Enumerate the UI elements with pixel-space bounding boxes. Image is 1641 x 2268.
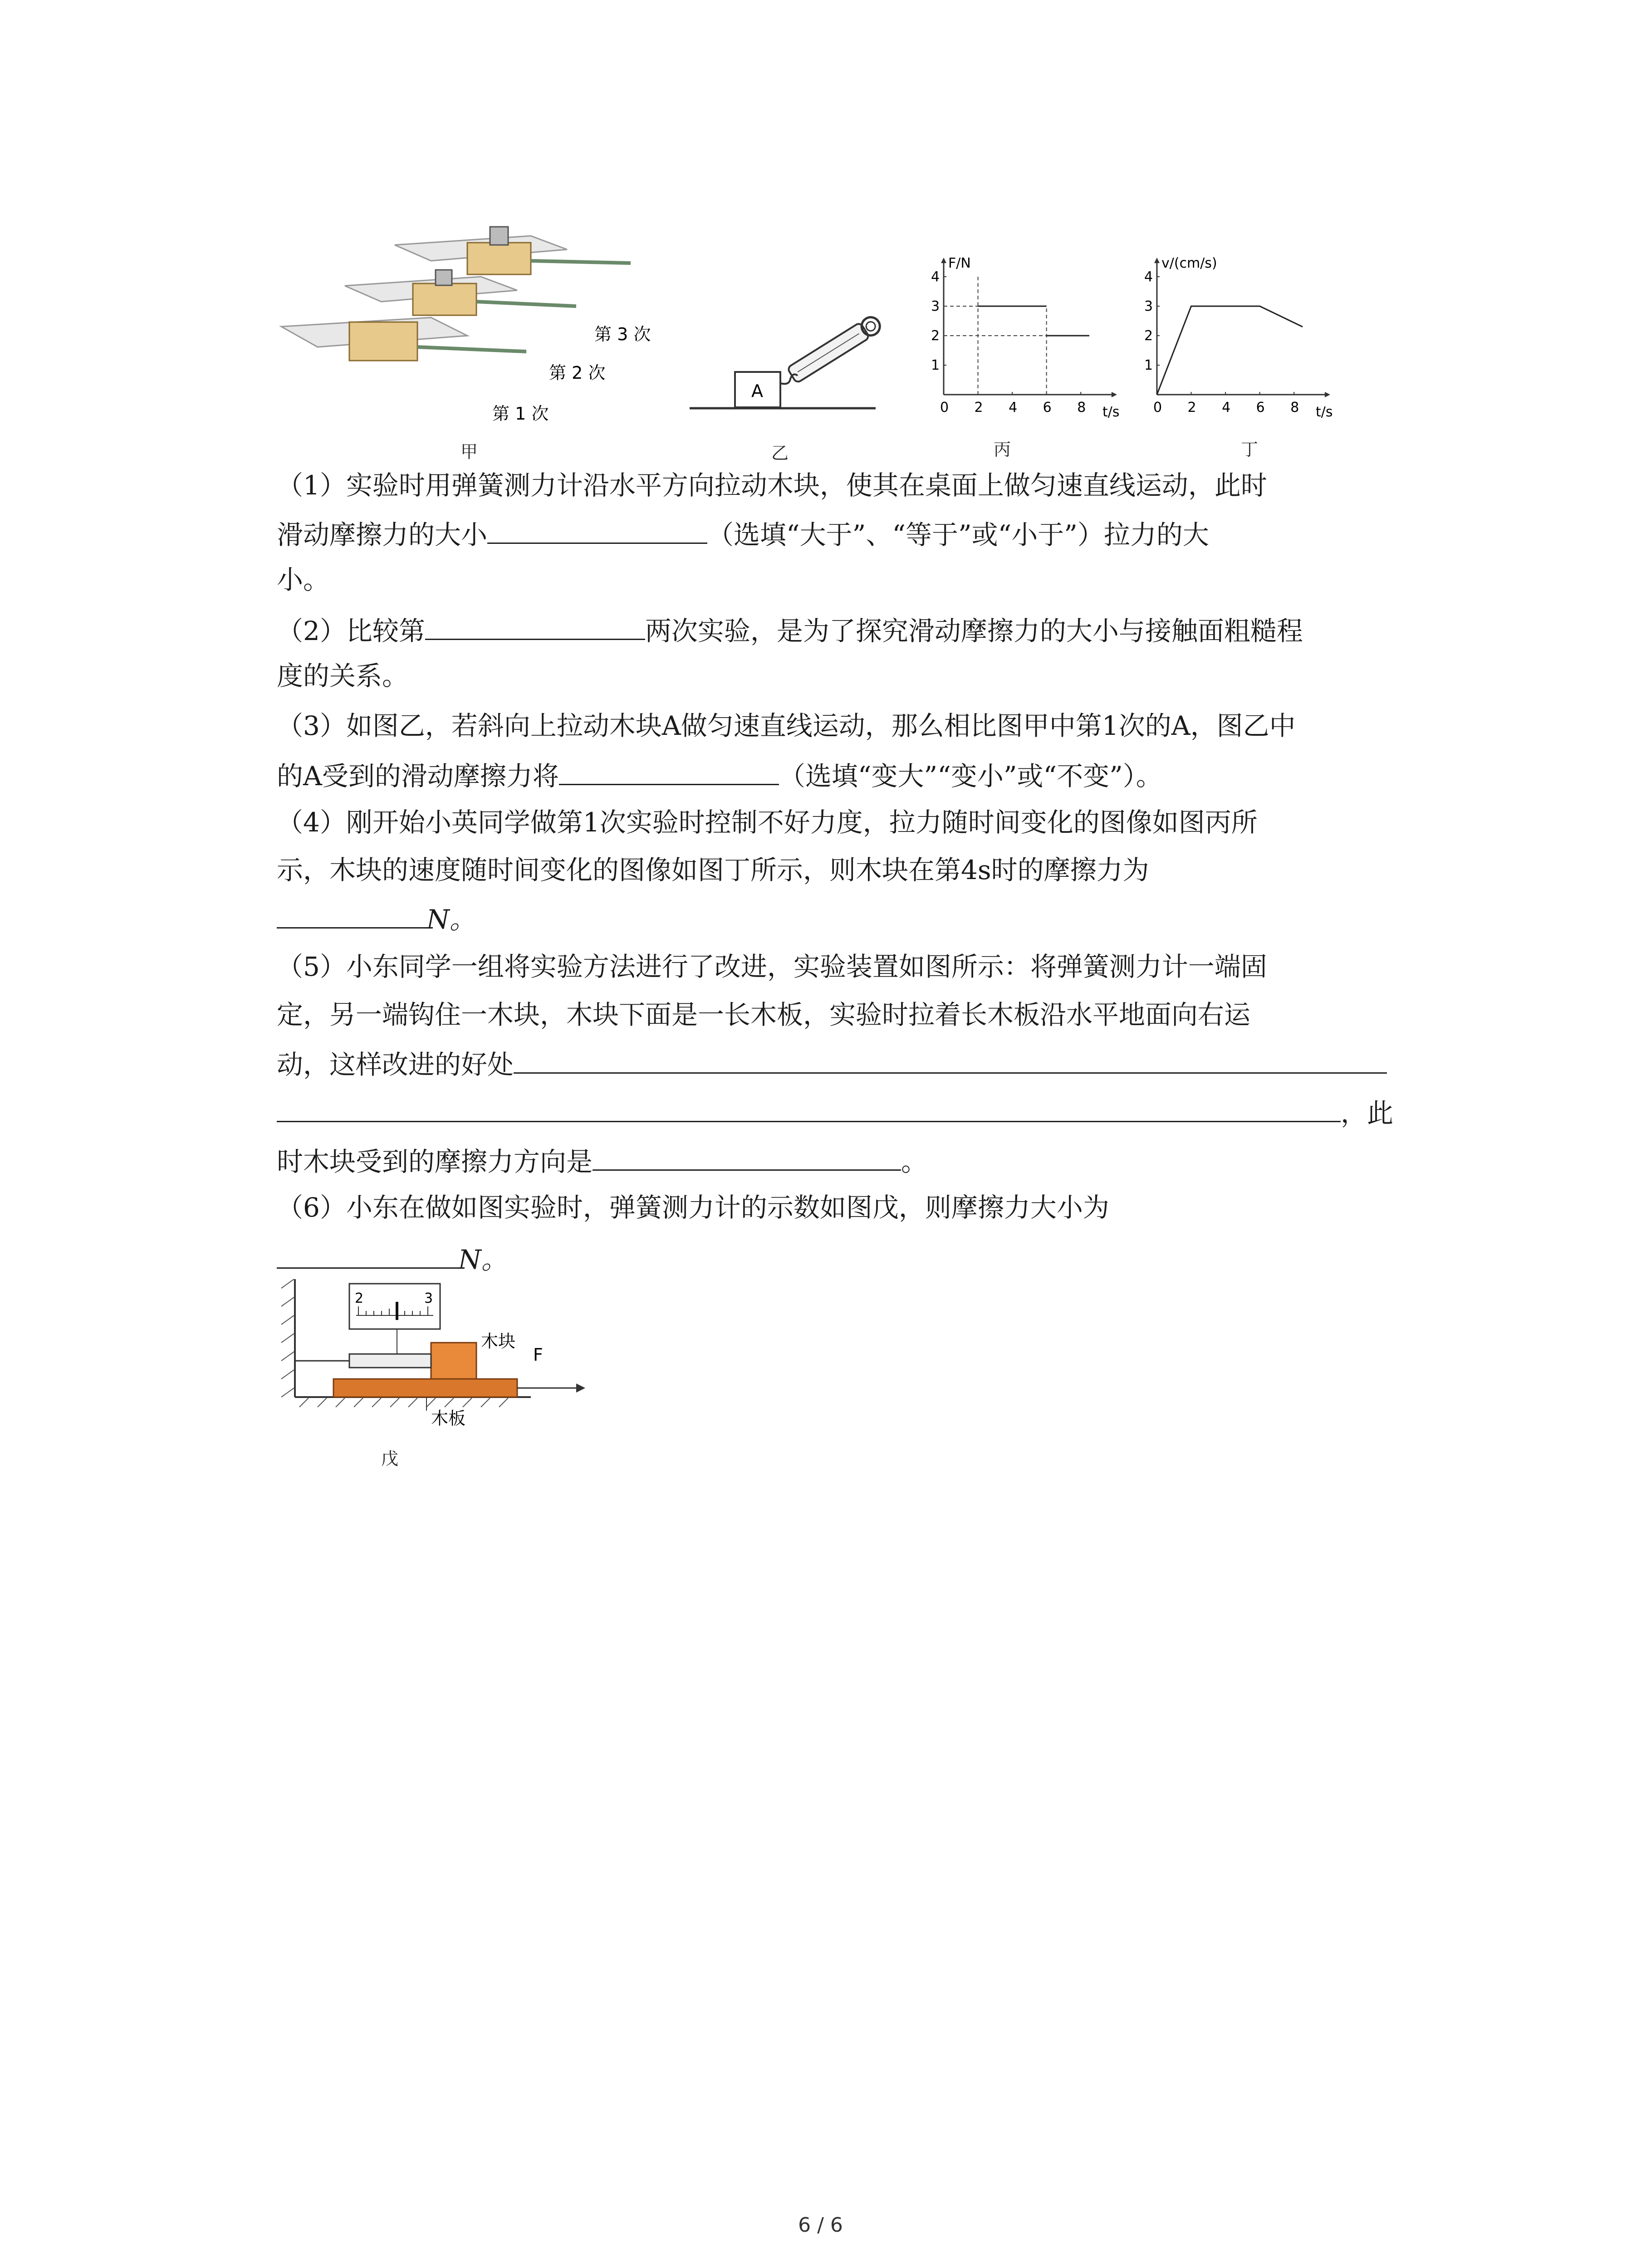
q1-line-3: 小。 [277,564,330,595]
ding-x-tick-label: 4 [1222,400,1231,415]
ding-series-line [1157,306,1303,395]
q6-line-2 [277,1242,508,1276]
q2-line-1 [277,613,1303,647]
q2-answer-blank[interactable] [425,613,645,640]
bing-y-axis-label: F/N [948,255,971,271]
q5-text-a: 动，这样改进的好处 [277,1049,514,1080]
q2-line-2: 度的关系。 [277,660,409,691]
spring-scale-body [349,1354,431,1368]
q5-text-d: 。 [901,1146,928,1177]
label-trial-2: 第 2 次 [549,363,606,383]
spring-scale [787,314,883,383]
ding-x-tick-label: 0 [1153,400,1162,415]
figure-jia-caption: 甲 [460,442,478,462]
bing-y-tick-label: 4 [931,269,940,285]
q4-answer-blank[interactable] [277,902,426,929]
scale-label-3: 3 [424,1290,433,1306]
wooden-block [431,1343,476,1379]
board-label: 木板 [431,1408,466,1428]
ding-y-arrow [1154,258,1160,263]
figure-bing-caption: 丙 [994,440,1011,459]
label-trial-3: 第 3 次 [594,324,651,344]
ding-x-tick-label: 2 [1187,400,1196,415]
force-label: F [533,1345,543,1365]
figure-jia-illustration [277,218,676,435]
figure-bing-chart [916,249,1125,422]
ding-x-tick-label: 6 [1256,400,1265,415]
track-3 [395,227,631,274]
ding-y-tick-label: 3 [1144,298,1153,314]
figure-yi-illustration [685,295,889,422]
bing-y-tick-label: 3 [931,298,940,314]
figure-wu-illustration [277,1275,594,1438]
label-trial-1: 第 1 次 [492,404,549,424]
scale-label-2: 2 [355,1290,364,1306]
bing-x-arrow [1112,392,1117,397]
q5-line-4 [277,1095,1393,1129]
ding-x-tick-label: 8 [1290,400,1299,415]
q3-answer-blank[interactable] [559,758,779,785]
bing-x-tick-label: 4 [1009,400,1018,415]
q2-text-b: 两次实验，是为了探究滑动摩擦力的大小与接触面粗糙程 [645,616,1303,646]
q3-line-1: （3）如图乙，若斜向上拉动木块A做匀速直线运动，那么相比图甲中第1次的A，图乙中 [277,710,1296,741]
q4-line-3 [277,902,476,935]
page-number: 6 / 6 [798,2214,843,2237]
bing-y-arrow [941,258,946,263]
bing-x-tick-label: 8 [1077,400,1086,415]
q1-line-2 [277,517,1209,551]
block-label: 木块 [481,1331,516,1351]
track-1 [281,318,526,361]
q1-text-b: （选填“大于”、“等于”或“小于”）拉力的大 [707,519,1209,550]
q5-answer-blank-3[interactable] [593,1144,901,1171]
q3-line-2 [277,758,1162,792]
q5-text-b: ，此 [1341,1098,1394,1129]
bing-x-tick-label: 2 [974,400,983,415]
ding-y-tick-label: 4 [1144,269,1153,285]
ding-y-tick-label: 2 [1144,328,1153,344]
q2-text-a: （2）比较第 [277,616,425,646]
figure-ding-caption: 丁 [1241,440,1259,459]
q5-line-5 [277,1144,927,1178]
q1-text-a: 滑动摩擦力的大小 [277,519,488,550]
bing-x-tick-label: 0 [940,400,949,415]
track-2 [345,270,576,315]
block-a-label: A [751,381,763,401]
ding-y-axis-label: v/(cm/s) [1161,255,1217,271]
q4-unit: N。 [426,904,476,935]
q5-line-1: （5）小东同学一组将实验方法进行了改进，实验装置如图所示：将弹簧测力计一端固 [277,951,1267,982]
q1-answer-blank[interactable] [487,517,707,544]
figure-yi-caption: 乙 [771,443,789,463]
bing-y-tick-label: 2 [931,328,940,344]
wooden-board [333,1379,517,1397]
bing-y-tick-label: 1 [931,357,940,373]
q4-line-1: （4）刚开始小英同学做第1次实验时控制不好力度，拉力随时间变化的图像如图丙所 [277,807,1258,838]
q5-answer-blank-1[interactable] [514,1047,1387,1074]
bing-x-tick-label: 6 [1043,400,1052,415]
ding-x-axis-label: t/s [1316,404,1333,420]
q6-unit: N。 [458,1244,508,1275]
q6-answer-blank[interactable] [277,1242,458,1269]
ding-y-tick-label: 1 [1144,357,1153,373]
q1-line-1: （1）实验时用弹簧测力计沿水平方向拉动木块，使其在桌面上做匀速直线运动，此时 [277,470,1267,501]
q5-answer-blank-2[interactable] [277,1095,1341,1122]
q3-text-a: 的A受到的滑动摩擦力将 [277,761,559,792]
q5-line-2: 定，另一端钩住一木块，木块下面是一长木板，实验时拉着长木板沿水平地面向右运 [277,999,1251,1030]
q5-text-c: 时木块受到的摩擦力方向是 [277,1146,593,1177]
figure-wu-caption: 戊 [381,1449,399,1469]
bing-x-axis-label: t/s [1102,404,1120,420]
q6-line-1: （6）小东在做如图实验时，弹簧测力计的示数如图戊，则摩擦力大小为 [277,1192,1109,1223]
ding-x-arrow [1325,392,1330,397]
q3-text-b: （选填“变大”“变小”或“不变”）。 [779,761,1162,792]
q4-line-2: 示，木块的速度随时间变化的图像如图丁所示，则木块在第4s时的摩擦力为 [277,855,1149,885]
figure-ding-chart [1130,249,1338,422]
q5-line-3 [277,1047,1387,1080]
